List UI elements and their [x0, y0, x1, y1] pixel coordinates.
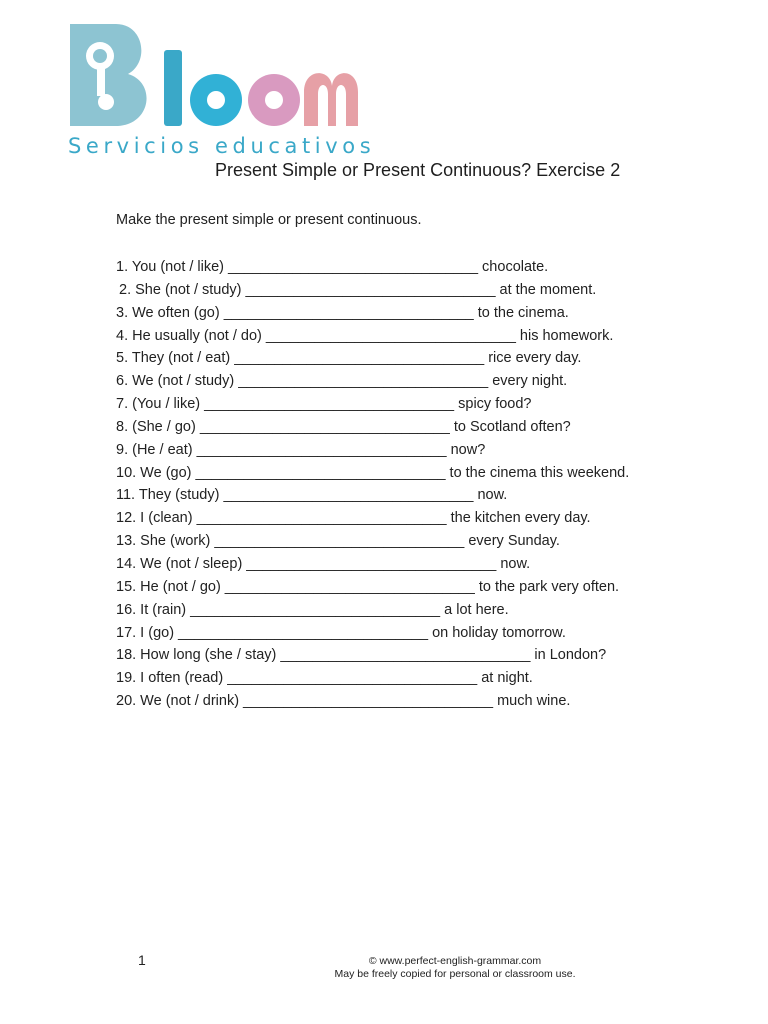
exercise-item: 4. He usually (not / do) _______________________________ his homework.	[116, 327, 614, 344]
exercise-item: 8. (She / go) _______________________________ to Scotland often?	[116, 418, 571, 435]
instructions: Make the present simple or present continuous.	[116, 212, 422, 228]
exercise-item: 6. We (not / study) _______________________________ every night.	[116, 373, 568, 390]
exercise-item: 5. They (not / eat) _______________________________ rice every day.	[116, 350, 582, 367]
logo-letter-m	[304, 73, 358, 126]
logo-letter-l	[164, 50, 182, 126]
exercise-item: 2. She (not / study) _______________________________ at the moment.	[119, 281, 597, 298]
footer-license: May be freely copied for personal or classroom use.	[334, 968, 576, 980]
exercise-item: 13. She (work) _______________________________ every Sunday.	[116, 533, 560, 550]
exercise-item: 9. (He / eat) _______________________________ now?	[116, 441, 486, 458]
exercise-item: 15. He (not / go) _______________________________ to the park very often.	[116, 578, 620, 595]
exercise-item: 3. We often (go) _______________________________ to the cinema.	[116, 304, 569, 321]
page-title: Present Simple or Present Continuous? Exercise 2	[215, 160, 621, 180]
exercise-item: 14. We (not / sleep) _______________________________ now.	[116, 555, 531, 572]
footer	[300, 955, 610, 981]
logo	[66, 22, 376, 162]
exercise-item: 11. They (study) _______________________________ now.	[116, 487, 508, 504]
exercise-item: 10. We (go) _______________________________ to the cinema this weekend.	[116, 464, 630, 481]
footer-copyright: © www.perfect-english-grammar.com	[368, 955, 542, 967]
exercise-item: 20. We (not / drink) _______________________________ much wine.	[116, 693, 571, 710]
exercise-item: 7. (You / like) _______________________________ spicy food?	[116, 396, 532, 413]
exercise-item: 19. I often (read) _______________________________ at night.	[116, 670, 533, 687]
exercise-item: 1. You (not / like) _______________________________ chocolate.	[116, 259, 549, 275]
exercise-list	[116, 257, 629, 714]
bloom-logo-graphic	[66, 22, 366, 132]
exercise-item: 16. It (rain) _______________________________ a lot here.	[116, 601, 509, 618]
exercise-item: 17. I (go) _______________________________ on holiday tomorrow.	[116, 624, 566, 641]
logo-letter-b	[70, 24, 147, 126]
exercise-item: 18. How long (she / stay) _______________________________ in London?	[116, 647, 607, 664]
page-number: 1	[138, 952, 146, 968]
logo-tagline: Servicios educativos	[68, 134, 376, 158]
exercise-item: 12. I (clean) _______________________________ the kitchen every day.	[116, 510, 591, 527]
